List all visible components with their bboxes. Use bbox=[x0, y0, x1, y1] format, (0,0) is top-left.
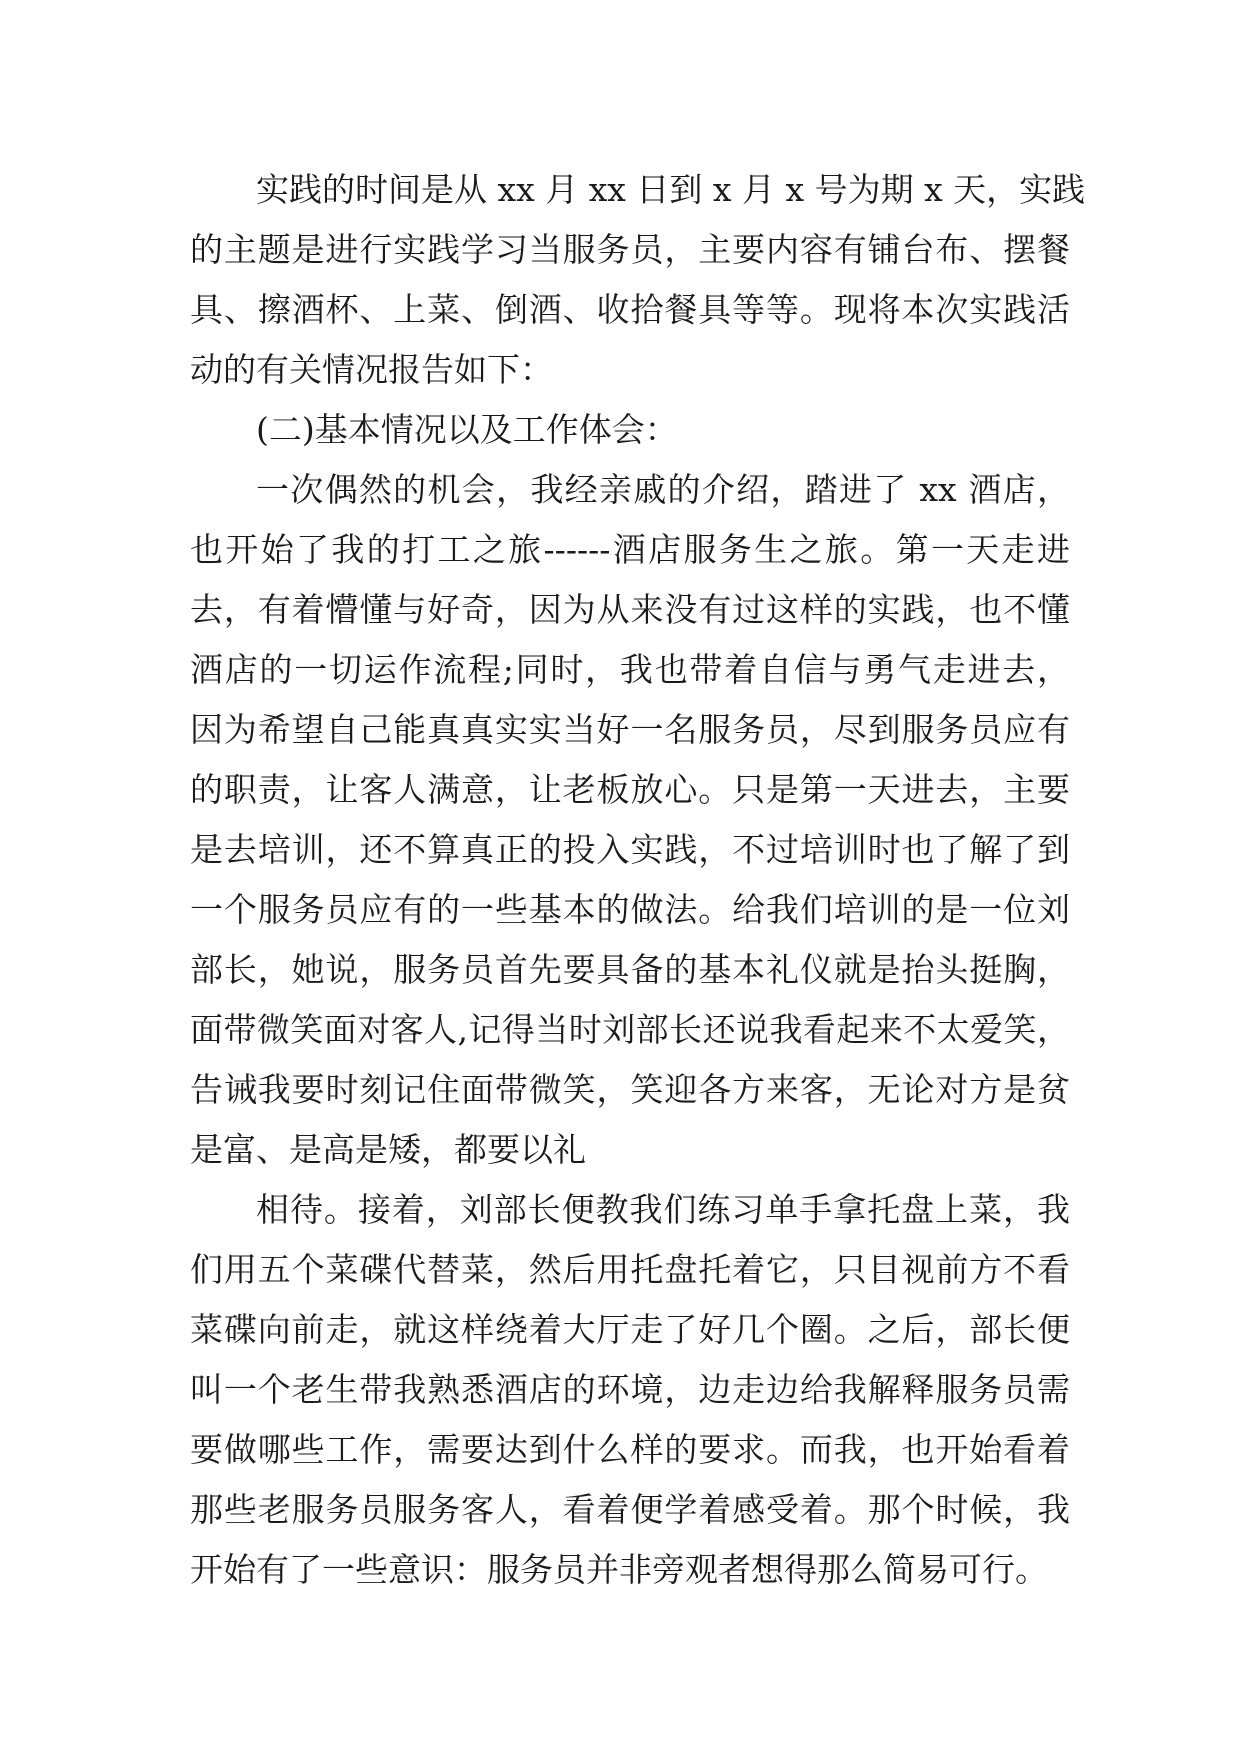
text-line: 部长，她说，服务员首先要具备的基本礼仪就是抬头挺胸， bbox=[190, 950, 1070, 989]
text-line: 是去培训，还不算真正的投入实践，不过培训时也了解了到 bbox=[190, 830, 1070, 869]
document-body bbox=[190, 160, 1086, 1600]
heading-line: (二)基本情况以及工作体会： bbox=[256, 410, 678, 449]
text-line: 菜碟向前走，就这样绕着大厅走了好几个圈。之后，部长便 bbox=[190, 1310, 1070, 1349]
text-line: 一次偶然的机会，我经亲戚的介绍，踏进了 xx 酒店， bbox=[256, 470, 1070, 509]
text-line: 因为希望自己能真真实实当好一名服务员，尽到服务员应有 bbox=[190, 710, 1070, 749]
text-line: 动的有关情况报告如下： bbox=[190, 350, 553, 389]
paragraph-practice-overview bbox=[190, 160, 1086, 400]
paragraph-first-day bbox=[190, 460, 1070, 1180]
text-line: 面带微笑面对客人,记得当时刘部长还说我看起来不太爱笑， bbox=[190, 1010, 1070, 1049]
text-line: 实践的时间是从 xx 月 xx 日到 x 月 x 号为期 x 天，实践 bbox=[256, 170, 1086, 209]
text-line: 叫一个老生带我熟悉酒店的环境，边走边给我解释服务员需 bbox=[190, 1370, 1070, 1409]
text-line: 一个服务员应有的一些基本的做法。给我们培训的是一位刘 bbox=[190, 890, 1070, 929]
text-line: 告诫我要时刻记住面带微笑，笑迎各方来客，无论对方是贫 bbox=[190, 1070, 1070, 1109]
text-line: 酒店的一切运作流程;同时，我也带着自信与勇气走进去， bbox=[190, 650, 1070, 689]
text-line: 去，有着懵懂与好奇，因为从来没有过这样的实践，也不懂 bbox=[190, 590, 1070, 629]
paragraph-training bbox=[190, 1180, 1070, 1600]
text-line: 们用五个菜碟代替菜，然后用托盘托着它，只目视前方不看 bbox=[190, 1250, 1070, 1289]
text-line: 要做哪些工作，需要达到什么样的要求。而我，也开始看着 bbox=[190, 1430, 1070, 1469]
text-line: 的职责，让客人满意，让老板放心。只是第一天进去，主要 bbox=[190, 770, 1070, 809]
text-line: 开始有了一些意识：服务员并非旁观者想得那么简易可行。 bbox=[190, 1550, 1048, 1589]
text-line: 也开始了我的打工之旅------酒店服务生之旅。第一天走进 bbox=[190, 530, 1070, 569]
section-heading bbox=[190, 400, 1070, 460]
text-line: 的主题是进行实践学习当服务员，主要内容有铺台布、摆餐 bbox=[190, 230, 1070, 269]
text-line: 相待。接着，刘部长便教我们练习单手拿托盘上菜，我 bbox=[256, 1190, 1070, 1229]
text-line: 是富、是高是矮，都要以礼 bbox=[190, 1130, 586, 1169]
text-line: 具、擦酒杯、上菜、倒酒、收拾餐具等等。现将本次实践活 bbox=[190, 290, 1070, 329]
text-line: 那些老服务员服务客人，看着便学着感受着。那个时候，我 bbox=[190, 1490, 1070, 1529]
